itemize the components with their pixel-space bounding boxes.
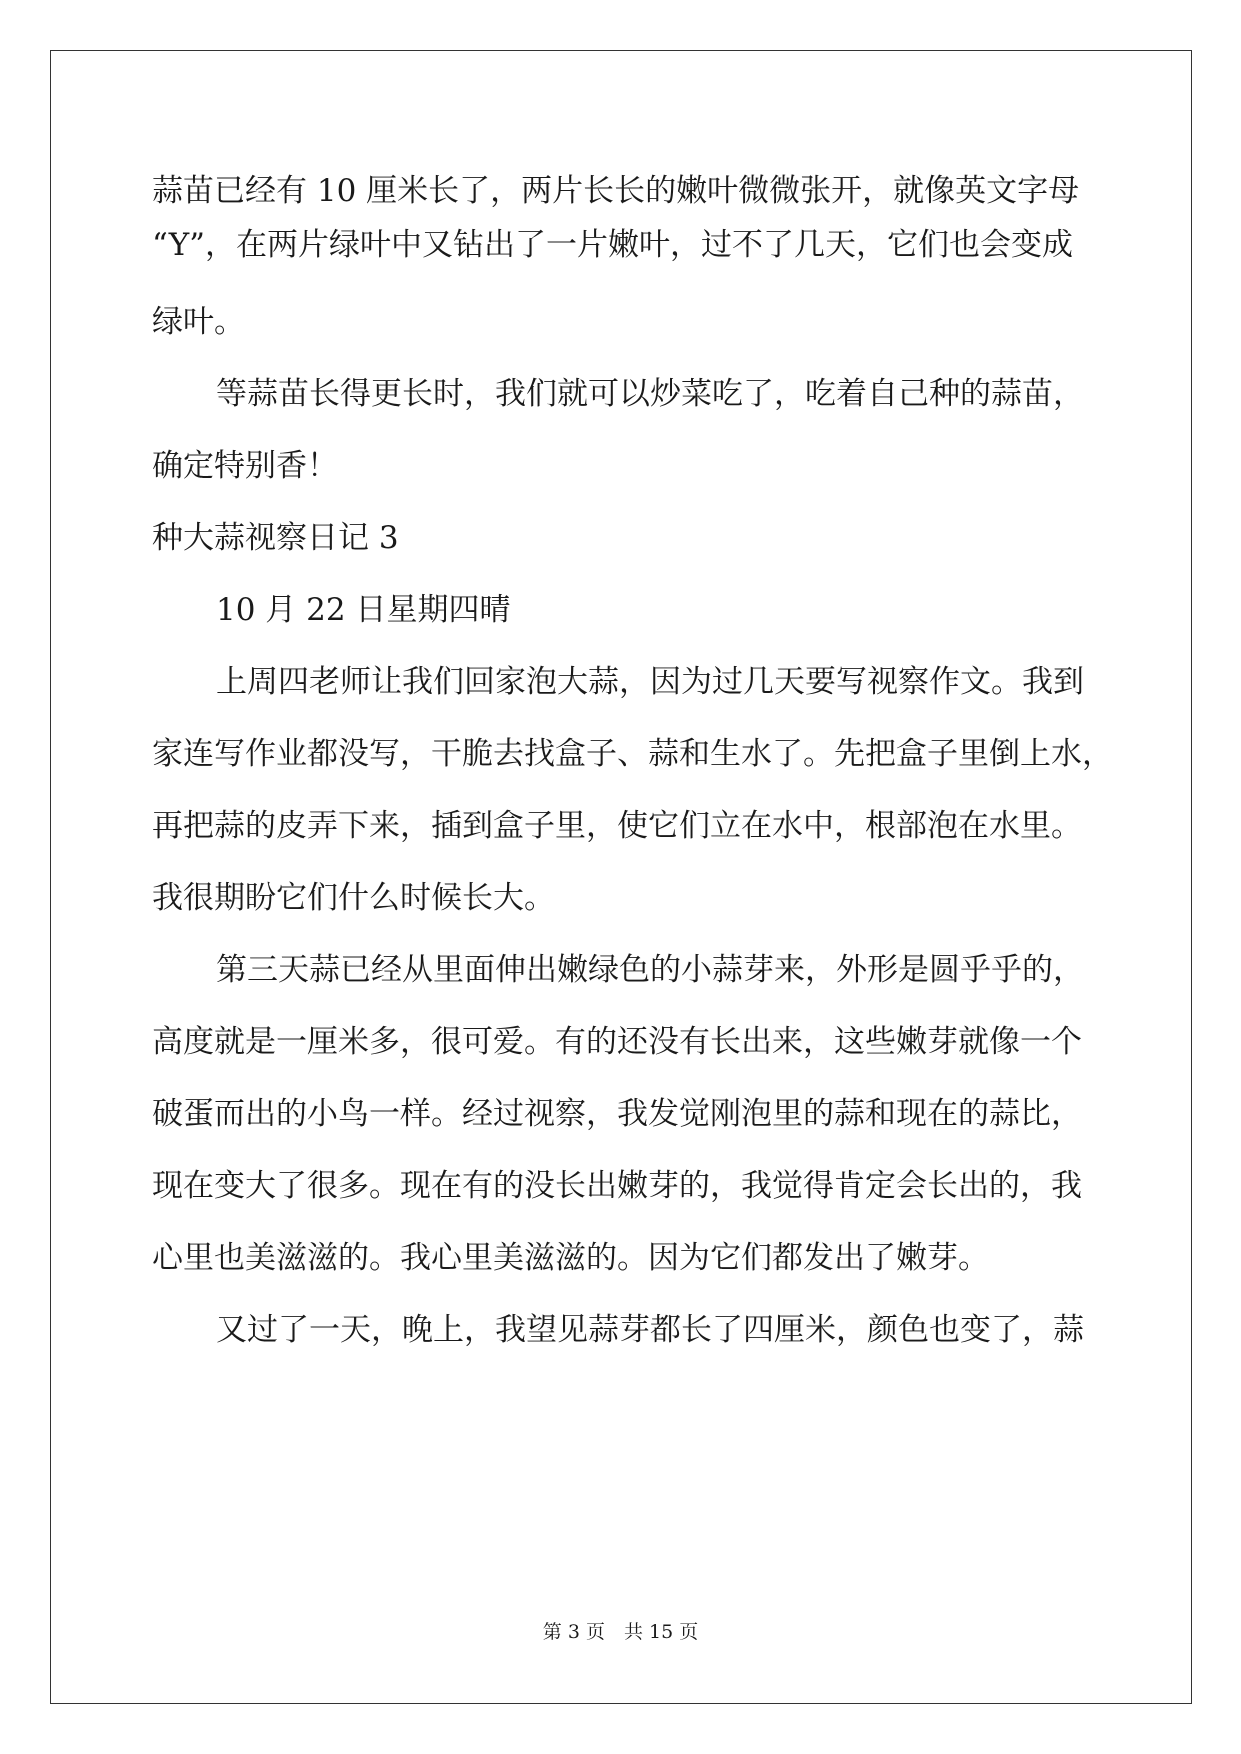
body-line: 破蛋而出的小鸟一样。经过视察，我发觉刚泡里的蒜和现在的蒜比， xyxy=(152,1096,1082,1132)
body-line: 现在变大了很多。现在有的没长出嫩芽的，我觉得肯定会长出的，我 xyxy=(152,1168,1082,1204)
body-line: 蒜苗已经有 10 厘米长了，两片长长的嫩叶微微张开，就像英文字母 xyxy=(152,173,1080,209)
body-line: 第三天蒜已经从里面伸出嫩绿色的小蒜芽来，外形是圆乎乎的， xyxy=(216,952,1084,988)
body-line: “Y”，在两片绿叶中又钻出了一片嫩叶，过不了几天，它们也会变成 xyxy=(152,227,1074,263)
section-heading: 种大蒜视察日记 3 xyxy=(152,520,399,556)
date-line: 10 月 22 日星期四晴 xyxy=(216,592,511,628)
body-line: 绿叶。 xyxy=(152,304,245,340)
body-line: 家连写作业都没写，干脆去找盒子、蒜和生水了。先把盒子里倒上水， xyxy=(152,736,1113,772)
body-line: 心里也美滋滋的。我心里美滋滋的。因为它们都发出了嫩芽。 xyxy=(152,1240,989,1276)
body-line: 再把蒜的皮弄下来，插到盒子里，使它们立在水中，根部泡在水里。 xyxy=(152,808,1082,844)
body-line: 上周四老师让我们回家泡大蒜，因为过几天要写视察作文。我到 xyxy=(216,664,1084,700)
body-line: 高度就是一厘米多，很可爱。有的还没有长出来，这些嫩芽就像一个 xyxy=(152,1024,1082,1060)
body-line: 等蒜苗长得更长时，我们就可以炒菜吃了，吃着自己种的蒜苗， xyxy=(216,376,1084,412)
body-line: 又过了一天，晚上，我望见蒜芽都长了四厘米，颜色也变了，蒜 xyxy=(216,1312,1084,1348)
body-line: 我很期盼它们什么时候长大。 xyxy=(152,880,555,916)
body-line: 确定特别香！ xyxy=(152,448,338,484)
page-number-footer: 第 3 页 共 15 页 xyxy=(542,1621,699,1643)
page-border xyxy=(50,50,1192,1704)
